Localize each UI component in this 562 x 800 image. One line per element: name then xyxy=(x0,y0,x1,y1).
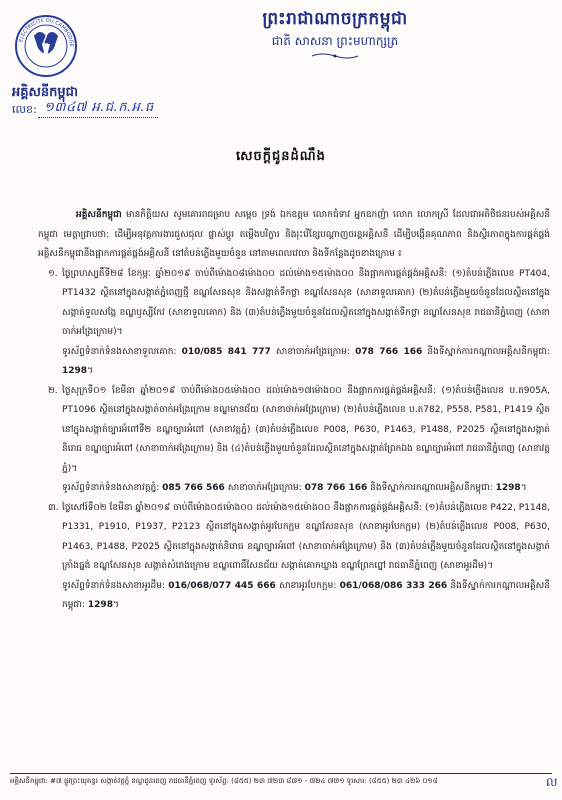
item-number: ១. xyxy=(48,268,58,279)
hq-label: និងទីស្នាក់ការកណ្តាលអគ្គិសនីកម្ពុជា: xyxy=(427,346,550,357)
contact-label: ទូរស័ព្ទទំនាក់ទំនងសាខាវត្តភ្នំ: xyxy=(62,483,160,493)
notice-body xyxy=(38,206,550,616)
org-name: អគ្គិសនីកម្ពុជា xyxy=(12,85,79,100)
national-motto: ជាតិ សាសនា ព្រះមហាក្សត្រ xyxy=(271,34,399,48)
intro-paragraph xyxy=(38,206,550,265)
phone-number: 010/085 841 777 xyxy=(181,346,271,357)
document-title: សេចក្តីជូនដំណឹង xyxy=(236,149,326,164)
item-number: ៣. xyxy=(48,502,59,513)
phone-number: 078 766 166 xyxy=(355,346,423,357)
hq-number: 1298 xyxy=(87,600,113,610)
item-number: ២. xyxy=(48,385,58,396)
phone-number: 078 766 166 xyxy=(304,483,368,493)
contact-label: ទូរស័ព្ទទំនាក់ទំនងសាខាអូរដឹម: xyxy=(62,580,166,591)
contact2-label: សាខាអូរបែកក្អម: xyxy=(279,580,337,591)
footer-rule xyxy=(10,773,552,774)
intro-org: អគ្គិសនីកម្ពុជា xyxy=(76,210,122,220)
ref-label: លេខ: xyxy=(12,103,37,116)
footer-address: អគ្គិសនីកម្ពុជា: #៧ ផ្លូវព្រះយុគន្ធរ សង្កាត់វត្តភ្នំ ខណ្ឌដូនពេញ រាជធានីភ្នំពេញ ទូរស័ព្ទ: (៨៥៥) ២៣ ៧២៣ ៨៧១ - ៧២៤ ៧៧១ ទូរសារ: (៨៥៥) ២៣ ៤២៦ ០១៨ xyxy=(10,777,438,785)
contact2-label: សាខាចាក់អង្រែក្រោម: xyxy=(275,346,350,357)
phone-number: 016/068/077 445 666 xyxy=(168,580,276,591)
edc-logo-icon xyxy=(14,14,78,78)
item-contact: ទូរស័ព្ទទំនាក់ទំនងសាខាទួលគោក: 010/085 841 777 សាខាចាក់អង្រែក្រោម: 078 766 166 និងទីស្នាក់ការកណ្តាលអគ្គិសនីកម្ពុជា: 1298។ xyxy=(62,346,550,376)
contact2-label: សាខាចាក់អង្រែក្រោម: xyxy=(227,483,302,493)
phone-number: 061/068/086 333 266 xyxy=(339,580,448,591)
hq-number: 1298 xyxy=(62,366,88,376)
kingdom-heading: ព្រះរាជាណាចក្រកម្ពុជា xyxy=(262,9,408,29)
hq-label: និងទីស្នាក់ការកណ្តាលអគ្គិសនីកម្ពុជា: xyxy=(62,580,550,610)
item-contact: ទូរស័ព្ទទំនាក់ទំនងសាខាអូរដឹម: 016/068/077 445 666 សាខាអូរបែកក្អម: 061/068/086 333 266 និងទីស្នាក់ការកណ្តាលអគ្គិសនីកម្ពុជា: 1298។ xyxy=(62,580,550,610)
hq-label: និងទីស្នាក់ការកណ្តាលអគ្គិសនីកម្ពុជា: xyxy=(370,483,493,493)
list-item xyxy=(38,499,550,616)
item-text: ថ្ងៃសុក្រទី០១ ខែមីនា ឆ្នាំ២០១៩ ចាប់ពីម៉ោង០៥ម៉ោង០០ ដល់ម៉ោង១៧ម៉ោង០០ នឹងផ្អាកការផ្គត់ផ្គង់អគ្គិសនី: (១)តំបន់ភ្លើងលេខ ប.ត905A, PT1096 ស្ថិតនៅក្នុងសង្កាត់ចាក់អង្រែក្រោម ខណ្ឌមានជ័យ (សាខាចាក់អង្រែក្រោម) (២)តំបន់ភ្លើងលេខ ប.ត782, P558, P581, P1419 ស្ថិតនៅក្នុងសង្កាត់ច្បារអំពៅទី២ ខណ្ឌច្បារអំពៅ (សាខាវត្តភ្នំ) (៣)តំបន់ភ្លើងលេខ P008, P630, P1463, P1488, P2025 ស្ថិតនៅក្នុងសង្កាត់និរោធ ខណ្ឌច្បារអំពៅ (សាខាចាក់អង្រែក្រោម) និង (៤)តំបន់ភ្លើងមួយចំនួនដែលស្ថិតនៅក្នុងសង្កាត់ព្រែកឯង ខណ្ឌច្បារអំពៅ រាជធានីភ្នំពេញ (សាខាវត្តភ្នំ)។ xyxy=(62,385,550,474)
hq-number: 1298 xyxy=(495,483,521,493)
list-item xyxy=(38,265,550,382)
ref-number: ១៣៤៧ អ.ជ.ក.អ.ធ xyxy=(44,100,154,115)
intro-text: មានកិត្តិយស សូមគោរពជម្រាប សម្តេច ទ្រង់ ឯកឧត្តម លោកជំទាវ អ្នកឧកញ៉ា លោក លោកស្រី ដែលជាអតិថិជនរបស់អគ្គិសនីកម្ពុជា មេត្តាជ្រាបថា: ដើម្បីអនុវត្តការងារជួសជុល ផ្លាស់ប្តូរ តម្លើងបរិក្ខារ និងរុះរើខ្សែបណ្តាញចរន្តអគ្គិសនី ដើម្បីបង្កើនគុណភាព និងស្ថិរភាពក្នុងការផ្គត់ផ្គង់ អគ្គិសនីកម្ពុជានឹងផ្អាកការផ្គត់ផ្គង់អគ្គិសនី នៅតំបន់ភ្លើងមួយចំនួន នៅតាមពេលវេលា និងទីកន្លែងដូចខាងក្រោម ៖ xyxy=(38,210,550,259)
svg-text:ELECTRICITE DU CAMBODGE: ELECTRICITE DU CAMBODGE xyxy=(18,17,75,47)
motto-ornament xyxy=(310,52,360,60)
item-contact: ទូរស័ព្ទទំនាក់ទំនងសាខាវត្តភ្នំ: 085 766 566 សាខាចាក់អង្រែក្រោម: 078 766 166 និងទីស្នាក់ការកណ្តាលអគ្គិសនីកម្ពុជា: 1298។ xyxy=(62,483,527,493)
footer-handwritten-mark: ល xyxy=(546,775,558,789)
contact-label: ទូរស័ព្ទទំនាក់ទំនងសាខាទួលគោក: xyxy=(62,346,177,357)
list-item xyxy=(38,382,550,499)
item-text: ថ្ងៃសៅរ៍ទី០២ ខែមីនា ឆ្នាំ២០១៩ ចាប់ពីម៉ោង០៥ម៉ោង០០ ដល់ម៉ោង១៥ម៉ោង០០ នឹងផ្អាកការផ្គត់ផ្គង់អគ្គិសនី: (១)តំបន់ភ្លើងលេខ P422, P1148, P1331, P1910, P1937, P2123 ស្ថិតនៅក្នុងសង្កាត់អូរបែកក្អម ខណ្ឌសែនសុខ (សាខាអូរបែកក្អម) (២)តំបន់ភ្លើងលេខ P008, P630, P1463, P1488, P2025 ស្ថិតនៅក្នុងសង្កាត់និរោធ ខណ្ឌច្បារអំពៅ (សាខាចាក់អង្រែក្រោម) និង (៣)តំបន់ភ្លើងមួយចំនួនដែលស្ថិតនៅក្នុងសង្កាត់ក្រាំងធ្នង់ ខណ្ឌសែនសុខ សង្កាត់សំរោងក្រោម ខណ្ឌពោធិ៍សែនជ័យ សង្កាត់គោកឃ្លាង ខណ្ឌព្រែកព្នៅ រាជធានីភ្នំពេញ (សាខាអូរដឹម)។ xyxy=(62,502,550,571)
item-text: ថ្ងៃព្រហស្បតិ៍ទី២៨ ខែកុម្ភៈ ឆ្នាំ២០១៩ ចាប់ពីម៉ោង០៨ម៉ោង០០ ដល់ម៉ោង១៥ម៉ោង០០ នឹងផ្អាកការផ្គត់ផ្គង់អគ្គិសនី: (១)តំបន់ភ្លើងលេខ PT404, PT1432 ស្ថិតនៅក្នុងសង្កាត់ភ្នំពេញថ្មី ខណ្ឌសែនសុខ និងសង្កាត់ទឹកថ្លា ខណ្ឌសែនសុខ (សាខាទួលគោក) (២)តំបន់ភ្លើងមួយចំនួនដែលស្ថិតនៅក្នុងសង្កាត់ទួលសង្កែ ខណ្ឌឫស្សីកែវ (សាខាទួលគោក) និង (៣)តំបន់ភ្លើងមួយចំនួនដែលស្ថិតនៅក្នុងសង្កាត់ទឹកថ្លា ខណ្ឌសែនសុខ រាជធានីភ្នំពេញ (សាខាចាក់អង្រែក្រោម)។ xyxy=(62,268,550,337)
phone-number: 085 766 566 xyxy=(162,483,225,493)
